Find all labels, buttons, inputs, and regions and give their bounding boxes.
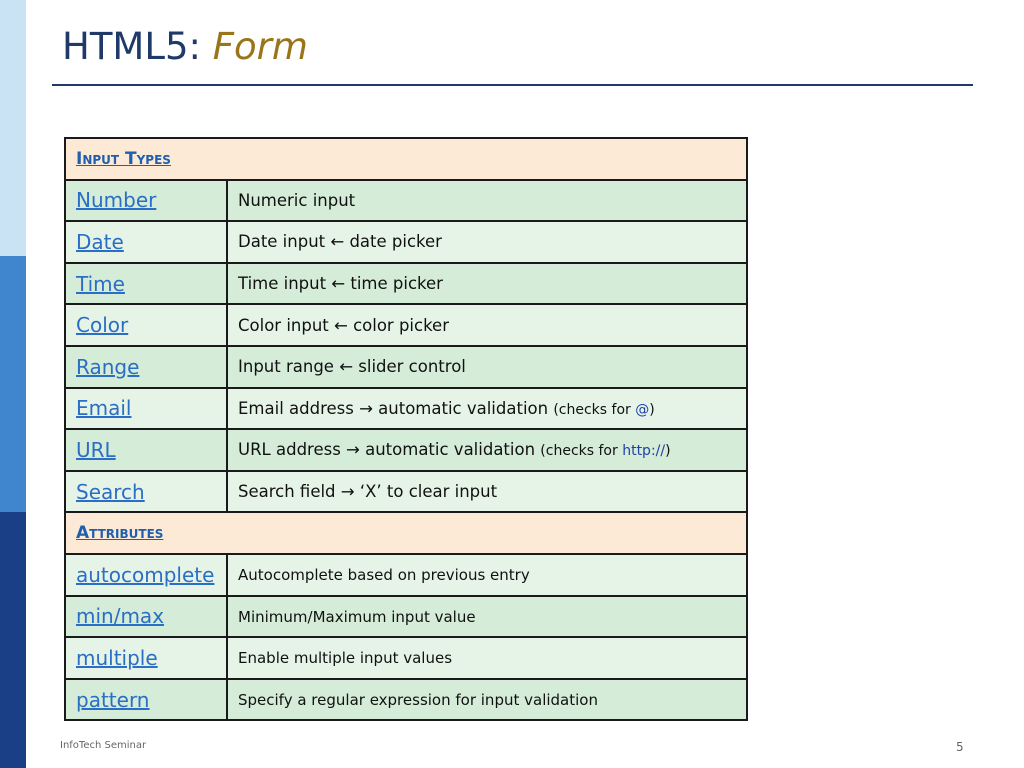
table-row (65, 637, 747, 679)
value-cell (227, 388, 747, 430)
side-band-mid (0, 256, 26, 512)
key-cell (65, 471, 227, 513)
side-band-light (0, 0, 26, 256)
link-url[interactable]: URL (76, 437, 116, 462)
table-row (65, 263, 747, 305)
link-pattern[interactable]: pattern (76, 687, 150, 712)
row-description (238, 440, 671, 459)
value-cell (227, 596, 747, 638)
value-cell (227, 221, 747, 263)
row-description: Color input ← color picker (238, 315, 449, 335)
row-description: Search field → ‘X’ to clear input (238, 482, 498, 502)
row-description: Autocomplete based on previous entry (238, 566, 530, 585)
row-description: Enable multiple input values (238, 649, 453, 668)
link-search[interactable]: Search (76, 479, 145, 504)
section-link-input-types[interactable]: Input Types (76, 148, 171, 169)
value-cell (227, 679, 747, 721)
footer-text: InfoTech Seminar (60, 740, 147, 751)
link-autocomplete[interactable]: autocomplete (76, 562, 215, 587)
desc-paren-close: ) (665, 443, 671, 460)
key-cell (65, 346, 227, 388)
section-header-input-types (65, 138, 747, 180)
side-band-dark (0, 512, 26, 768)
table-row (65, 471, 747, 513)
link-min-max[interactable]: min/max (76, 604, 165, 629)
row-description: Specify a regular expression for input validation (238, 691, 598, 710)
key-cell (65, 637, 227, 679)
value-cell (227, 304, 747, 346)
value-cell (227, 554, 747, 596)
desc-main: Email address → automatic validation (238, 398, 554, 418)
table-row (65, 346, 747, 388)
key-cell (65, 554, 227, 596)
desc-paren-close: ) (649, 401, 655, 418)
row-description: Minimum/Maximum input value (238, 607, 476, 626)
key-cell (65, 596, 227, 638)
desc-main: URL address → automatic validation (238, 440, 541, 460)
desc-paren-value: http:// (622, 443, 666, 460)
key-cell (65, 388, 227, 430)
value-cell (227, 263, 747, 305)
table-row (65, 554, 747, 596)
link-multiple[interactable]: multiple (76, 645, 158, 670)
slide-title (62, 24, 308, 70)
section-header-cell (65, 512, 747, 554)
slide-title-emphasis: Form (212, 25, 308, 68)
table-row (65, 180, 747, 222)
page-number: 5 (956, 740, 964, 754)
section-link-attributes[interactable]: Attributes (76, 523, 164, 544)
key-cell (65, 263, 227, 305)
row-description: Date input ← date picker (238, 232, 442, 252)
key-cell (65, 304, 227, 346)
link-date[interactable]: Date (76, 229, 124, 254)
desc-paren-value: @ (635, 401, 650, 418)
row-description: Input range ← slider control (238, 357, 466, 377)
title-underline (52, 84, 973, 86)
table-row (65, 304, 747, 346)
value-cell (227, 429, 747, 471)
link-time[interactable]: Time (76, 271, 125, 296)
row-description: Numeric input (238, 190, 356, 210)
link-number[interactable]: Number (76, 188, 157, 213)
value-cell (227, 180, 747, 222)
form-features-table (64, 137, 748, 721)
key-cell (65, 221, 227, 263)
row-description: Time input ← time picker (238, 274, 443, 294)
value-cell (227, 346, 747, 388)
table-row (65, 221, 747, 263)
section-header-cell (65, 138, 747, 180)
link-color[interactable]: Color (76, 313, 129, 338)
key-cell (65, 679, 227, 721)
section-header-attributes (65, 512, 747, 554)
slide-title-main: HTML5: (62, 25, 213, 68)
value-cell (227, 637, 747, 679)
desc-paren-open: (checks for (553, 401, 636, 418)
table-row (65, 388, 747, 430)
table-row (65, 679, 747, 721)
key-cell (65, 429, 227, 471)
link-range[interactable]: Range (76, 354, 140, 379)
value-cell (227, 471, 747, 513)
table-row (65, 596, 747, 638)
key-cell (65, 180, 227, 222)
table-row (65, 429, 747, 471)
row-description (238, 399, 655, 418)
link-email[interactable]: Email (76, 396, 132, 421)
desc-paren-open: (checks for (540, 443, 623, 460)
